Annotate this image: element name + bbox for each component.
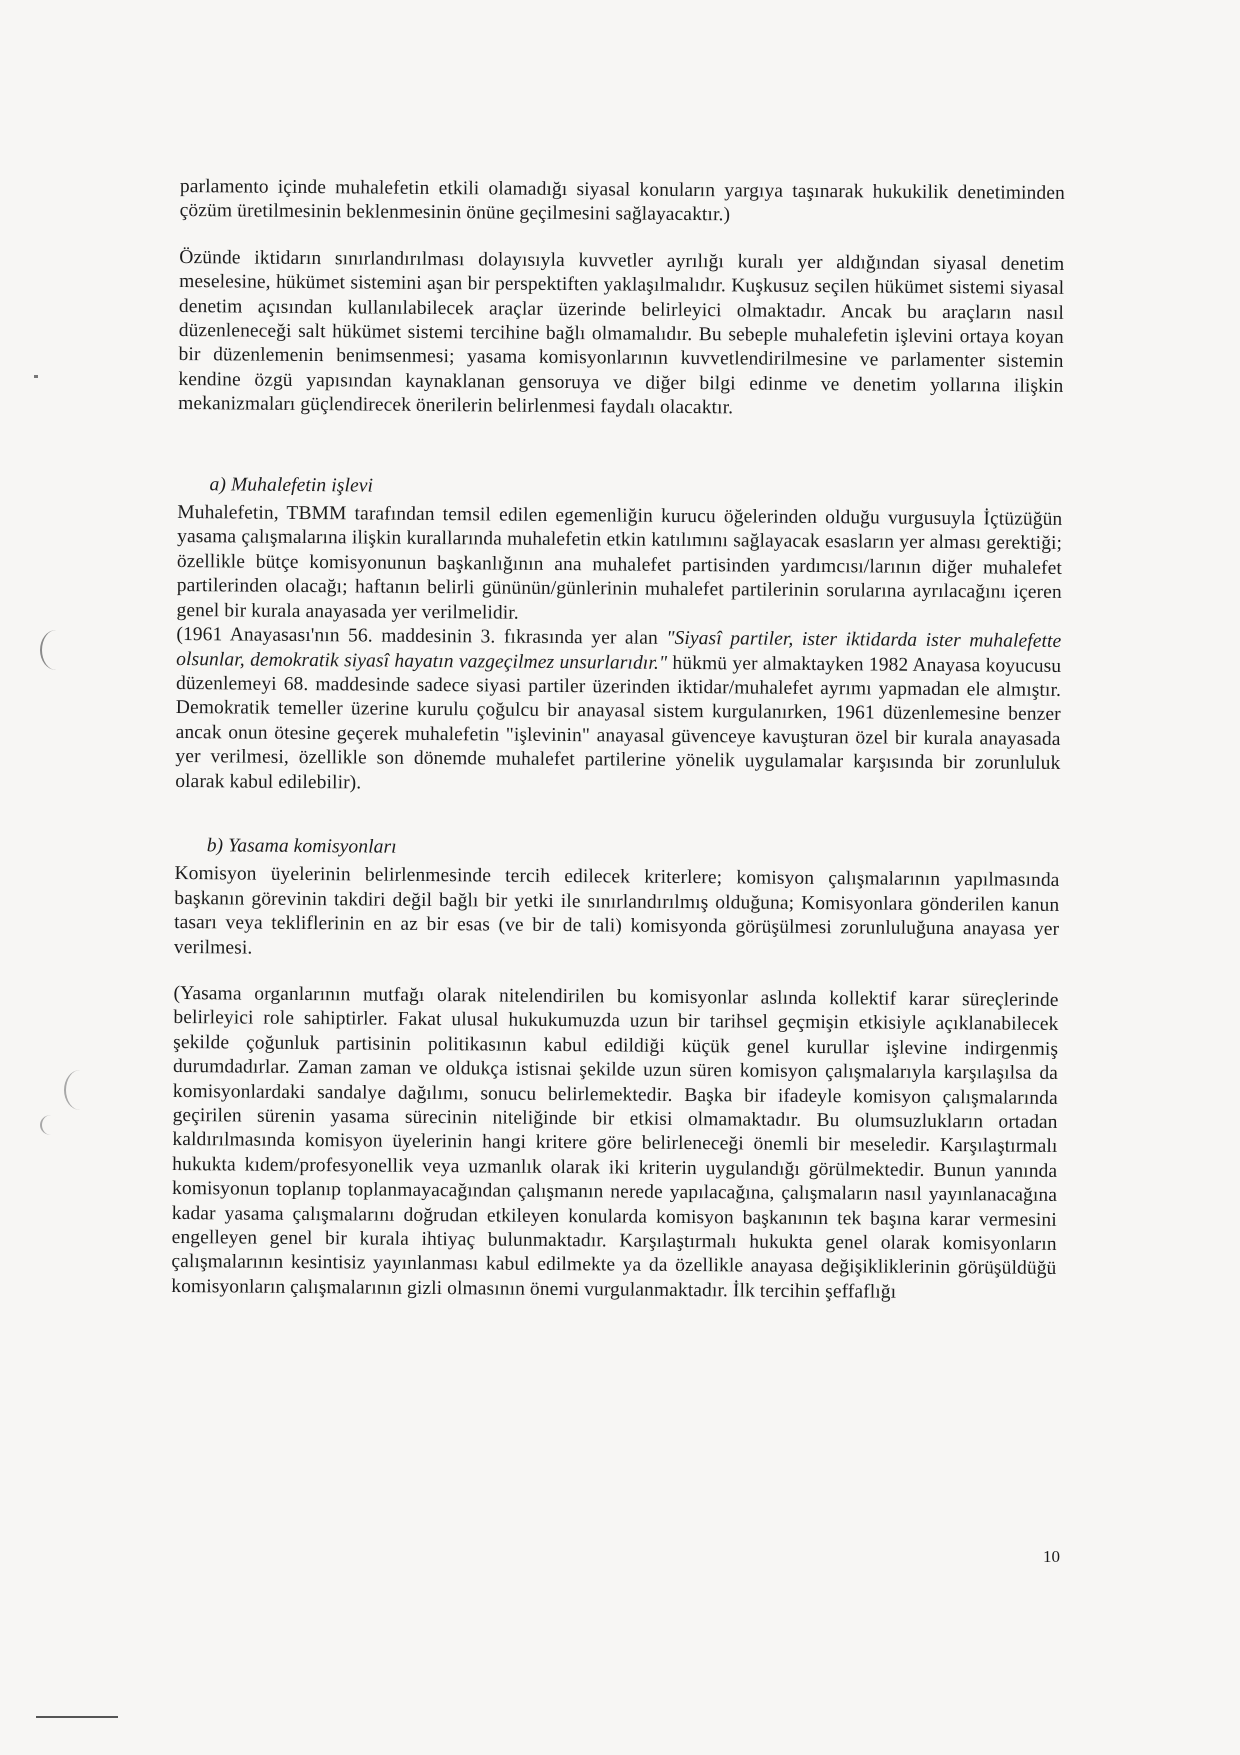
section-heading-legislative-committees: b) Yasama komisyonları [206,835,397,858]
scan-speck [34,375,38,378]
paragraph-continuation: parlamento içinde muhalefetin etkili olamadığı siyasal konuların yargıya taşınarak hukukilik denetiminden çözüm üretilmesinin beklenmesinin önüne geçilmesini sağlayacaktır.) [179,175,1065,226]
paragraph-constitution-1961 [175,623,1061,801]
paragraph-political-oversight: Özünde iktidarın sınırlandırılması dolayısıyla kuvvetler ayrılığı kuralı yer aldığından siyasal denetim meselesine, hükümet sistemini aşan bir perspektiften yaklaşılmalıdır. Kuşkusuz seçilen hükümet sistemi siyasal denetim açısından kullanılabilecek araçlar üzerinde belirleyici olmaktadır. Ancak bu araçların nasıl düzenleneceği salt hükümet sistemi tercihine bağlı olmamalıdır. Bu sebeple muhalefetin işlevini ortaya koyan bir düzenlemenin benimsenmesi; yasama komisyonlarının kuvvetlendirilmesine ve parlamenter sistemin kendine özgü yapısından kaynaklanan gensoruya ve diğer bilgi edinme ve denetim yollarına ilişkin mekanizmaları güçlendirecek önerilerin belirlenmesi faydalı olacaktır. [178,246,1065,419]
paragraph-constitution-1961-intro: (1961 Anayasası'nın 56. maddesinin 3. fıkrasında yer alan [176,624,667,649]
paragraph-committee-members: Komisyon üyelerinin belirlenmesinde tercih edilecek kriterlere; komisyon çalışmalarının yapılmasında başkanın görevinin takdiri değil bağlı bir yetki ile sınırlandırılmış olduğuna; Komisyonlara gönderilen kanun tasarı veya tekliflerinin en az bir esas (ve bir de tali) komisyonda görüşülmesi zorunluluğuna anayasa yer verilmesi. [173,863,1060,959]
page-number: 10 [1043,1547,1060,1566]
paragraph-constitution-1961-rest: hükmü yer almaktayken 1982 Anayasa koyucusu düzenlemeyi 68. maddesinde sadece siyasi partiler üzerinden iktidar/muhalefet ayrımı yapmadan ele almıştır. Demokratik temeller üzerine kurulu çoğulcu bir anayasal sistem kurgulanırken, 1961 düzenlemesine benzer ancak onun ötesine geçerek muhalefetin "işlevinin" anayasal güvenceye kavuşturan özel bir kurala anayasada yer verilmesi, özellikle son dönemde muhalefet partilerine yönelik uygulamalar karşısında bir zorunluluk olarak kabul edilebilir). [175,652,1062,793]
section-heading-opposition-function: a) Muhalefetin işlevi [209,473,374,497]
paragraph-opposition-function: Muhalefetin, TBMM tarafından temsil edilen egemenliğin kurucu öğelerinden olduğu vurgusuyla İçtüzüğün yasama çalışmalarına ilişkin kurallarında muhalefetin etkin katılımını sağlayacak esasların yer alması gerektiği; özellikle bütçe komisyonunun başkanlığının ana muhalefet partisinden yardımcısı/larının diğer muhalefet partilerinden olacağı; haftanın belirli gününün/günlerinin muhalefet partilerinin sorularına ayrılacağını içeren genel bir kurala anayasada yer verilmelidir. [176,502,1063,624]
page-body [171,175,1065,1306]
scan-edge-line [36,1716,118,1718]
constitution-quote: "Siyasî partiler, ister iktidarda ister muhalefette olsunlar, demokratik siyasî hayatın vazgeçilmez unsurlarıdır." [176,627,1062,674]
scan-hole-mark [40,1115,62,1135]
scan-hole-mark [40,630,72,670]
paragraph-committee-practice: (Yasama organlarının mutfağı olarak nitelendirilen bu komisyonlar aslında kollektif karar süreçlerinde belirleyici role sahiptirler. Fakat ulusal hukukumuzda uzun bir tarihsel geçmişin etkisiyle açıklanabilecek şekilde çoğunluk partisinin politikasının kabul edildiği küçük genel kurullar işlevine indirgenmiş durumdadırlar. Zaman zaman ve oldukça istisnai şekilde uzun süren komisyon çalışmalarıyla karşılaşılsa da komisyonlardaki sandalye dağılımı, sonucu belirlemektedir. Başka bir ifadeyle komisyon çalışmalarında geçirilen sürenin yasama sürecinin niteliğinde bir etkisi olmamaktadır. Bu olumsuzlukların ortadan kaldırılmasında komisyon üyelerinin hangi kritere göre belirleneceği önemli bir meseledir. Karşılaştırmalı hukukta kıdem/profesyonellik veya uzmanlık olarak iki kriterin uygulandığı görülmektedir. Bunun yanında komisyonun toplanıp toplanmayacağından çalışmanın nerede yapılacağına, çalışmaların nasıl yayınlanacağına kadar yasama çalışmalarını doğrudan etkileyen konularda komisyon başkanının tek başına karar vermesini engelleyen genel bir kurala ihtiyaç bulunmaktadır. Karşılaştırmalı hukukta genel olarak komisyonların çalışmalarının kesintisiz yayınlanması kabul edilmekte ya da özellikle anayasa değişikliklerinin görüşüldüğü komisyonların çalışmalarının gizli olmasının önemi vurgulanmaktadır. İlk tercihin şeffaflığı [171,982,1059,1303]
scan-hole-mark [64,1070,96,1110]
